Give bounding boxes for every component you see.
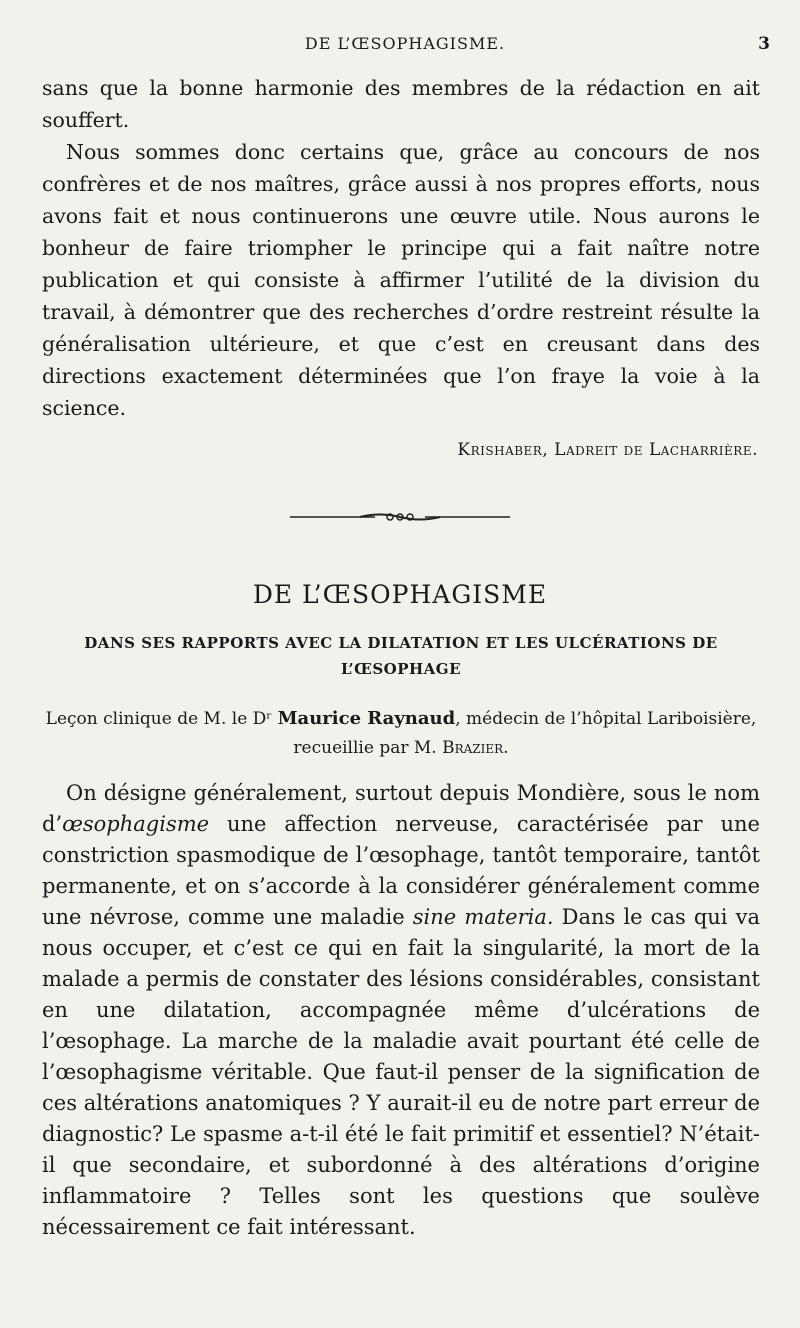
article-subtitle: DANS SES RAPPORTS AVEC LA DILATATION ET LES ULCÉRATIONS DE L’ŒSOPHAGE [84, 634, 718, 678]
term-oesophagisme: œsophagisme [62, 812, 210, 836]
article-body [42, 778, 760, 1243]
article-title: DE L’ŒSOPHAGISME [252, 580, 548, 609]
body-part-2: une affection nerveuse, caractérisée par une constriction spasmodique de l’œsophage, tantôt temporaire, tantôt permanente, et on s’accorde à la considérer généralement comme une névrose, comme une maladie [42, 812, 760, 929]
term-sine-materia: sine materia. [412, 905, 554, 929]
body-part-3: Dans le cas qui va nous occuper, et c’est ce qui en fait la singularité, la mort de la malade a permis de constater des lésions considérables, consistant en une dilatation, accompagnée même d’ulcérations de l’œsophage. La marche de la maladie avait pourtant été celle de l’œsophagisme véritable. Que faut-il penser de la signification de ces altérations anatomiques ? Y aurait-il eu de notre part erreur de diagnostic? Le spasme a-t-il été le fait primitif et essentiel? N’était-il que secondaire, et subordonné à des altérations d’origine inflammatoire ? Telles sont les questions que soulève nécessairement ce fait intéressant. [42, 905, 761, 1239]
body-part-1: On désigne généralement, surtout depuis Mondière, sous le nom d’ [42, 781, 760, 836]
lecturer-name: Maurice Raynaud [277, 708, 456, 729]
ornament-divider [290, 510, 510, 524]
intro-paragraph-1: sans que la bonne harmonie des membres de la rédaction en ait souffert. [42, 76, 760, 132]
running-head [40, 34, 770, 58]
intro-paragraph-2: Nous sommes donc certains que, grâce au concours de nos confrères et de nos maîtres, grâce aussi à nos propres efforts, nous avons fait et nous continuerons une œuvre utile. Nous aurons le bonheur de faire triompher le principe qui a fait naître notre publication et qui consiste à affirmer l’utilité de la division du travail, à démontrer que des recherches d’ordre restreint résulte la généralisation ultérieure, et que c’est en creusant dans des directions exactement déterminées que l’on fraye la voie à la science. [42, 140, 760, 420]
lecture-credit [42, 704, 760, 763]
signature: Krishaber, Ladreit de Lacharrière. [457, 440, 758, 460]
collector-name: Brazier. [442, 738, 509, 758]
lecture-prefix: Leçon clinique de M. le Dʳ [45, 709, 273, 729]
lecture-suffix: , médecin de l’hôpital Lariboisière, recueillie par M. [293, 709, 757, 758]
page-number: 3 [758, 34, 770, 54]
running-title: DE L’ŒSOPHAGISME. [304, 34, 506, 53]
